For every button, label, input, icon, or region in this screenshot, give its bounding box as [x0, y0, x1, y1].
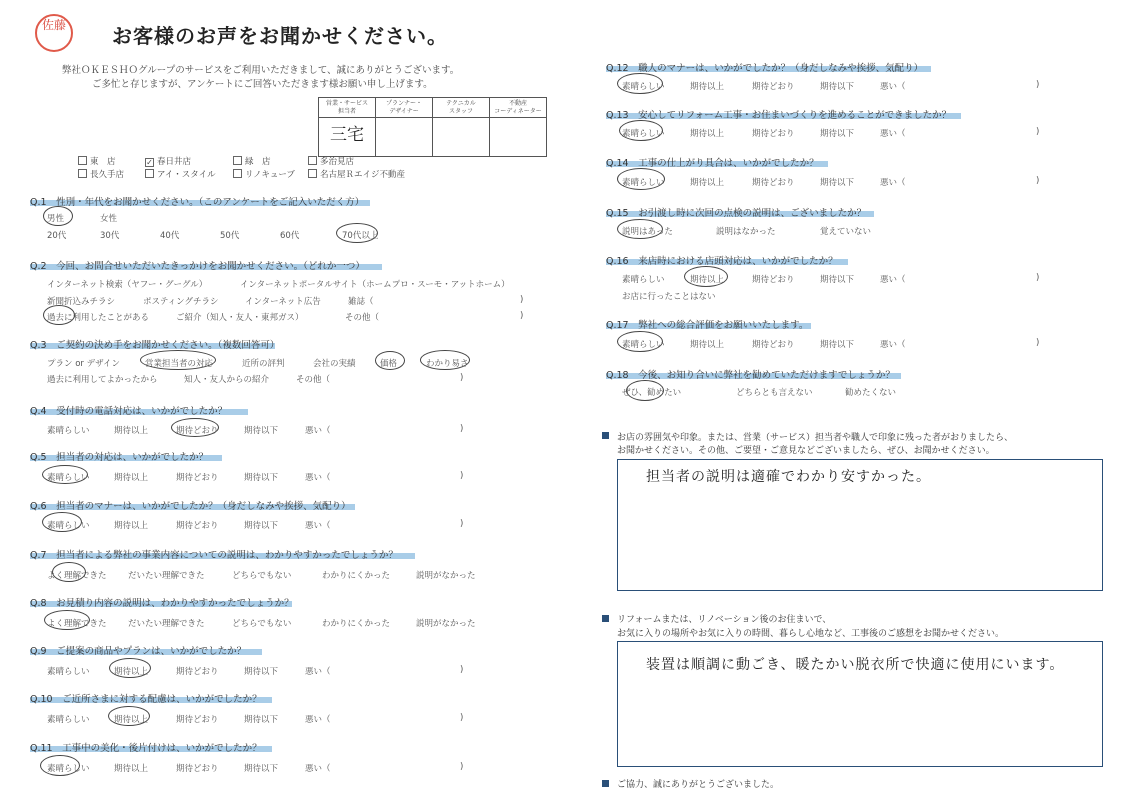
q4-close: )	[460, 424, 464, 434]
q6-rating-bad[interactable]: 悪い（	[305, 521, 331, 531]
q1-gender-female[interactable]: 女性	[100, 214, 118, 224]
answer-circle	[171, 418, 219, 437]
q17-rating-below[interactable]: 期待以下	[820, 340, 855, 350]
q12-rating-excellent[interactable]: 素晴らしい	[622, 82, 665, 92]
q18-recommend[interactable]: ぜひ、勧めたい	[622, 388, 682, 398]
q10-rating-expected[interactable]: 期待どおり	[176, 715, 219, 725]
bullet-square-icon	[602, 615, 609, 622]
q10-rating-above[interactable]: 期待以上	[114, 715, 149, 725]
q9-close: )	[460, 665, 464, 675]
q14-question: Q.14 工事の仕上がり具合は、いかがでしたか？	[606, 158, 819, 169]
q12-rating-below[interactable]: 期待以下	[820, 82, 855, 92]
q16-rating-bad[interactable]: 悪い（	[880, 275, 906, 285]
q10-rating-excellent[interactable]: 素晴らしい	[47, 715, 90, 725]
staff-cell-sales[interactable]	[319, 118, 376, 157]
q8-question: Q.8 お見積り内容の説明は、わかりやすかったでしょうか？	[30, 598, 294, 609]
q13-close: )	[1036, 127, 1040, 137]
q2-posting-flyer[interactable]: ポスティングチラシ	[143, 297, 219, 307]
q5-rating-excellent[interactable]: 素晴らしい	[47, 473, 90, 483]
answer-circle	[42, 512, 82, 532]
q7-hard-to-understand[interactable]: わかりにくかった	[322, 571, 391, 581]
q7-neutral[interactable]: どちらでもない	[232, 571, 292, 581]
q2-magazine-close: )	[520, 295, 524, 305]
q13-rating-excellent[interactable]: 素晴らしい	[622, 129, 665, 139]
q9-rating-expected[interactable]: 期待どおり	[176, 667, 219, 677]
q2-other[interactable]: その他（	[345, 313, 380, 323]
q8-neutral[interactable]: どちらでもない	[232, 619, 292, 629]
q3-sales-staff[interactable]: 営業担当者の対応	[145, 359, 214, 369]
q16-close: )	[1036, 273, 1040, 283]
answer-circle	[375, 351, 405, 370]
q7-question: Q.7 担当者による弊社の事業内容についての説明は、わかりやすかったでしょうか？	[30, 550, 398, 561]
store-istyle[interactable]: アイ・スタイル	[145, 168, 216, 180]
q11-close: )	[460, 762, 464, 772]
q3-track-record[interactable]: 会社の実績	[313, 359, 356, 369]
q4-rating-bad[interactable]: 悪い（	[305, 426, 331, 436]
answer-circle	[44, 610, 90, 630]
answer-circle	[40, 755, 80, 776]
q14-rating-excellent[interactable]: 素晴らしい	[622, 178, 665, 188]
q18-question: Q.18 今後、お知り合いに弊社を勧めていただけますでしょうか？	[606, 370, 895, 381]
comment1-box[interactable]	[617, 459, 1103, 591]
staff-header-realestate: 不動産 コーディネーター	[490, 98, 547, 118]
checkbox-icon	[233, 156, 242, 165]
staff-cell-technical[interactable]	[433, 118, 490, 157]
q3-clarity[interactable]: わかり易さ	[426, 359, 469, 369]
q12-question: Q.12 職人のマナーは、いかがでしたか？（身だしなみや挨拶、気配り）	[606, 63, 924, 74]
q3-question: Q.3 ご契約の決め手をお聞かせください。（複数回答可）	[30, 340, 280, 351]
answer-circle	[617, 219, 663, 239]
q3-reputation[interactable]: 近所の評判	[242, 359, 285, 369]
q6-close: )	[460, 519, 464, 529]
q13-rating-above[interactable]: 期待以上	[690, 129, 725, 139]
q9-rating-below[interactable]: 期待以下	[244, 667, 279, 677]
answer-circle	[617, 73, 663, 94]
checkbox-icon	[145, 169, 154, 178]
q16-rating-excellent[interactable]: 素晴らしい	[622, 275, 665, 285]
seal-stamp	[35, 14, 73, 52]
answer-circle	[617, 168, 665, 190]
q5-close: )	[460, 471, 464, 481]
q4-rating-excellent[interactable]: 素晴らしい	[47, 426, 90, 436]
q13-rating-below[interactable]: 期待以下	[820, 129, 855, 139]
q16-never-visited[interactable]: お店に行ったことはない	[622, 292, 716, 302]
q17-rating-above[interactable]: 期待以上	[690, 340, 725, 350]
answer-circle	[140, 350, 216, 370]
q17-question: Q.17 弊社への総合評価をお願いいたします。	[606, 320, 809, 331]
q14-close: )	[1036, 176, 1040, 186]
q6-rating-above[interactable]: 期待以上	[114, 521, 149, 531]
q2-other-close: )	[520, 311, 524, 321]
q13-rating-expected[interactable]: 期待どおり	[752, 129, 795, 139]
q12-close: )	[1036, 80, 1040, 90]
store-tajimi[interactable]: 多治見店	[308, 155, 354, 167]
q3-price[interactable]: 価格	[380, 359, 398, 369]
q5-rating-bad[interactable]: 悪い（	[305, 473, 331, 483]
answer-circle	[617, 331, 663, 352]
q16-rating-expected[interactable]: 期待どおり	[752, 275, 795, 285]
store-nagakute[interactable]: 長久手店	[78, 168, 124, 180]
answer-circle	[336, 223, 378, 243]
answer-circle	[619, 120, 663, 141]
q2-magazine[interactable]: 雑誌（	[348, 297, 374, 307]
q14-rating-expected[interactable]: 期待どおり	[752, 178, 795, 188]
q14-rating-bad[interactable]: 悪い（	[880, 178, 906, 188]
q2-newspaper-flyer[interactable]: 新聞折込みチラシ	[47, 297, 116, 307]
q3-other[interactable]: その他（	[296, 375, 331, 385]
q17-rating-expected[interactable]: 期待どおり	[752, 340, 795, 350]
store-midori[interactable]: 緑 店	[233, 155, 271, 167]
q15-dont-remember[interactable]: 覚えていない	[820, 227, 872, 237]
comment1-prompt-line1: お店の雰囲気や印象。または、営業（サービス）担当者や職人で印象に残った者がおりましたら、	[617, 433, 1014, 443]
q1-age-50s[interactable]: 50代	[220, 231, 240, 241]
q18-neutral[interactable]: どちらとも言えない	[736, 388, 813, 398]
q1-age-20s[interactable]: 20代	[47, 231, 67, 241]
answer-circle	[52, 562, 86, 582]
answer-circle	[420, 350, 470, 370]
q7-understood-well[interactable]: よく理解できた	[47, 571, 107, 581]
checkbox-icon	[233, 169, 242, 178]
intro-line-2: ご多忙と存じますが、アンケートにご回答いただきます様お願い申し上げます。	[92, 79, 433, 90]
staff-table	[318, 97, 547, 157]
q5-question: Q.5 担当者の対応は、いかがでしたか？	[30, 452, 209, 463]
q1-age-70s[interactable]: 70代以上	[342, 231, 379, 241]
q1-gender-male[interactable]: 男性	[47, 214, 65, 224]
answer-circle	[43, 305, 75, 325]
q2-referral[interactable]: ご紹介（知人・友人・東邦ガス）	[176, 313, 304, 323]
q16-rating-below[interactable]: 期待以下	[820, 275, 855, 285]
staff-header-sales: 営業・サービス 担当者	[319, 98, 376, 118]
comment1-prompt-line2: お聞かせください。その他、ご要望・ご意見などございましたら、ぜひ、お聞かせください。	[617, 446, 995, 456]
comment2-answer: 装置は順調に動ごき、暖たかい脱衣所で快適に使用にいます。	[646, 657, 1065, 673]
checkbox-icon	[78, 156, 87, 165]
store-kasugai[interactable]: ✓ 春日井店	[146, 157, 192, 167]
q9-rating-bad[interactable]: 悪い（	[305, 667, 331, 677]
q1-age-60s[interactable]: 60代	[280, 231, 300, 241]
q11-rating-above[interactable]: 期待以上	[114, 764, 149, 774]
store-renocube[interactable]: リノキューブ	[233, 168, 295, 180]
q14-rating-below[interactable]: 期待以下	[820, 178, 855, 188]
q6-rating-expected[interactable]: 期待どおり	[176, 521, 219, 531]
checkbox-icon	[308, 156, 317, 165]
answer-circle	[108, 706, 150, 726]
q17-rating-bad[interactable]: 悪い（	[880, 340, 906, 350]
q7-mostly-understood[interactable]: だいたい理解できた	[128, 571, 205, 581]
comment2-prompt-line2: お気に入りの場所やお気に入りの時間、暮らし心地など、工事後のご感想をお聞かせください。	[617, 629, 1005, 639]
q2-used-before[interactable]: 過去に利用したことがある	[47, 313, 150, 323]
comment2-box[interactable]	[617, 641, 1103, 767]
staff-header-planner: プランナー・ デザイナー	[376, 98, 433, 118]
q4-rating-above[interactable]: 期待以上	[114, 426, 149, 436]
answer-circle	[109, 658, 151, 678]
staff-cell-planner[interactable]	[376, 118, 433, 157]
q9-rating-above[interactable]: 期待以上	[114, 667, 149, 677]
q13-rating-bad[interactable]: 悪い（	[880, 129, 906, 139]
page-title: お客様のお声をお聞かせください。	[112, 24, 448, 48]
seal-text: 佐藤	[42, 18, 67, 32]
q12-rating-above[interactable]: 期待以上	[690, 82, 725, 92]
q3-used-before[interactable]: 過去に利用してよかったから	[47, 375, 158, 385]
q5-rating-above[interactable]: 期待以上	[114, 473, 149, 483]
q5-rating-below[interactable]: 期待以下	[244, 473, 279, 483]
q2-question: Q.2 今回、お問合せいただいたきっかけをお聞かせください。（どれか一つ）	[30, 261, 365, 272]
q11-rating-below[interactable]: 期待以下	[244, 764, 279, 774]
q11-question: Q.11 工事中の美化・後片付けは、いかがでしたか？	[30, 743, 262, 754]
footer-thanks: ご協力、誠にありがとうございました。	[617, 780, 780, 790]
checkbox-icon	[78, 169, 87, 178]
q17-close: )	[1036, 338, 1040, 348]
bullet-square-icon	[602, 432, 609, 439]
q8-hard-to-understand[interactable]: わかりにくかった	[322, 619, 391, 629]
staff-name: 三宅	[330, 125, 364, 145]
q3-plan-design[interactable]: プラン or デザイン	[47, 359, 121, 369]
q18-not-recommend[interactable]: 勧めたくない	[845, 388, 897, 398]
q13-question: Q.13 安心してリフォーム工事・お住まいづくりを進めることができましたか？	[606, 110, 952, 121]
q8-mostly-understood[interactable]: だいたい理解できた	[128, 619, 205, 629]
q2-portal-site[interactable]: インターネットポータルサイト（ホームプロ・スーモ・アットホーム）	[240, 280, 510, 290]
q10-close: )	[460, 713, 464, 723]
q15-explained[interactable]: 説明はあった	[622, 227, 673, 237]
q4-rating-below[interactable]: 期待以下	[244, 426, 279, 436]
q11-rating-bad[interactable]: 悪い（	[305, 764, 331, 774]
answer-circle	[684, 266, 728, 287]
q1-age-40s[interactable]: 40代	[160, 231, 180, 241]
q12-rating-bad[interactable]: 悪い（	[880, 82, 906, 92]
q15-question: Q.15 お引渡し時に次回の点検の説明は、ございましたか？	[606, 208, 867, 219]
q4-question: Q.4 受付時の電話対応は、いかがでしたか？	[30, 406, 228, 417]
q1-question: Q.1 性別・年代をお聞かせください。（このアンケートをご記入いただく方）	[30, 197, 365, 208]
q16-question: Q.16 来店時における店頭対応は、いかがでしたか？	[606, 256, 838, 267]
q7-no-explanation[interactable]: 説明がなかった	[416, 571, 476, 581]
q10-rating-below[interactable]: 期待以下	[244, 715, 279, 725]
q15-not-explained[interactable]: 説明はなかった	[716, 227, 776, 237]
q11-rating-excellent[interactable]: 素晴らしい	[47, 764, 90, 774]
q6-question: Q.6 担当者のマナーは、いかがでしたか？（身だしなみや挨拶、気配り）	[30, 501, 351, 512]
q16-rating-above[interactable]: 期待以上	[690, 275, 725, 285]
q5-rating-expected[interactable]: 期待どおり	[176, 473, 219, 483]
q8-understood-well[interactable]: よく理解できた	[47, 619, 107, 629]
q3-referral[interactable]: 知人・友人からの紹介	[184, 375, 270, 385]
staff-header-technical: テクニカル スタッフ	[433, 98, 490, 118]
answer-circle	[42, 465, 88, 484]
q14-rating-above[interactable]: 期待以上	[690, 178, 725, 188]
q2-internet-search[interactable]: インターネット検索（ヤフー・グーグル）	[47, 280, 208, 290]
q11-rating-expected[interactable]: 期待どおり	[176, 764, 219, 774]
q6-rating-below[interactable]: 期待以下	[244, 521, 279, 531]
bullet-square-icon	[602, 780, 609, 787]
staff-cell-realestate[interactable]	[490, 118, 547, 157]
q9-question: Q.9 ご提案の商品やプランは、いかがでしたか？	[30, 646, 247, 657]
q2-internet-ad[interactable]: インターネット広告	[245, 297, 321, 307]
store-higashi[interactable]: 東 店	[78, 155, 116, 167]
q4-rating-expected[interactable]: 期待どおり	[176, 426, 219, 436]
store-nagoya-r-age[interactable]: 名古屋Ｒエイジ不動産	[308, 168, 405, 180]
q10-question: Q.10 ご近所さまに対する配慮は、いかがでしたか？	[30, 694, 262, 705]
q17-rating-excellent[interactable]: 素晴らしい	[622, 340, 665, 350]
q1-age-30s[interactable]: 30代	[100, 231, 120, 241]
comment1-answer: 担当者の説明は適確でわかり安すかった。	[646, 469, 931, 485]
q12-rating-expected[interactable]: 期待どおり	[752, 82, 795, 92]
checkbox-checked-icon: ✓	[146, 158, 153, 167]
q6-rating-excellent[interactable]: 素晴らしい	[47, 521, 90, 531]
intro-line-1: 弊社ＯＫＥＳＨＯグループのサービスをご利用いただきまして、誠にありがとうございます。	[62, 65, 460, 76]
comment2-prompt-line1: リフォームまたは、リノベーション後のお住まいで、	[617, 615, 832, 625]
answer-circle	[43, 206, 73, 226]
answer-circle	[626, 380, 664, 401]
q8-no-explanation[interactable]: 説明がなかった	[416, 619, 476, 629]
q3-other-close: )	[460, 373, 464, 383]
q9-rating-excellent[interactable]: 素晴らしい	[47, 667, 90, 677]
checkbox-icon	[308, 169, 317, 178]
q10-rating-bad[interactable]: 悪い（	[305, 715, 331, 725]
